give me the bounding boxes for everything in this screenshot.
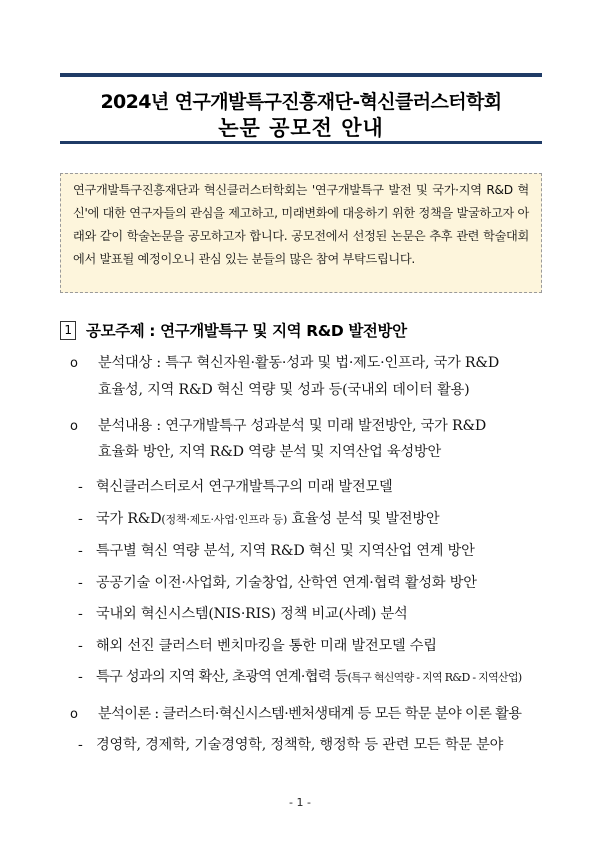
- document-title-line-2: 논문 공모전 안내: [218, 116, 384, 140]
- dash-bullet: -: [78, 543, 83, 559]
- analysis-target-text-1: 분석대상 : 특구 혁신자원·활동·성과 및 법·제도·인프라, 국가 R&D: [98, 355, 500, 371]
- sub-item: [70, 508, 550, 528]
- theory-sub-text: 경영학, 경제학, 기술경영학, 정책학, 행정학 등 관련 모든 학문 분야: [96, 737, 504, 753]
- sub-item-text: 국내외 혁신시스템(NIS·RIS) 정책 비교(사례) 분석: [96, 606, 408, 622]
- document-title-line-1: 2024년 연구개발특구진흥재단-혁신클러스터학회: [100, 91, 502, 113]
- analysis-theory-line: [70, 703, 550, 723]
- sub-item-text: 해외 선진 클러스터 벤치마킹을 통한 미래 발전모델 수립: [96, 638, 437, 654]
- title-top-rule: [60, 73, 542, 77]
- analysis-theory-text: 분석이론 : 클러스터·혁신시스템·벤처생태계 등 모든 학문 분야 이론 활용: [98, 706, 522, 722]
- sub-item: [70, 666, 550, 686]
- intro-text: 연구개발특구진흥재단과 혁신클러스터학회는 '연구개발특구 발전 및 국가·지역 R&D 혁신'에 대한 연구자들의 관심을 제고하고, 미래변화에 대응하기 위한 정책을 발굴하고자 아래와 같이 학술논문을 공모하고자 합니다. 공모전에서 선정된 논문은 추후 관련 학술대회에서 발표될 예정이오니 관심 있는 분들의 많은 참여 부탁드립니다.: [73, 183, 529, 266]
- section-number-box: 1: [60, 321, 76, 340]
- sub-item-text: 공공기술 이전·사업화, 기술창업, 산학연 연계·협력 활성화 방안: [96, 575, 477, 591]
- sub-item: [70, 476, 550, 496]
- sub-item: [70, 603, 550, 623]
- title-bottom-rule: [60, 141, 542, 144]
- section-1-heading: [60, 319, 550, 341]
- analysis-content-line-2: [70, 441, 578, 461]
- sub-item: [70, 540, 550, 560]
- dash-bullet: -: [78, 737, 83, 753]
- dash-bullet: -: [78, 606, 83, 622]
- sub-item-text: 특구 성과의 지역 확산, 초광역 연계·협력 등: [96, 669, 348, 685]
- dash-bullet: -: [78, 511, 83, 527]
- theory-sub-item: [70, 734, 550, 754]
- analysis-content-text-1: 분석내용 : 연구개발특구 성과분석 및 미래 발전방안, 국가 R&D: [98, 418, 487, 434]
- dash-bullet: -: [78, 479, 83, 495]
- analysis-target-line-2: [70, 379, 578, 399]
- sub-item-text: 국가 R&D: [96, 511, 162, 527]
- circle-bullet-icon: o: [70, 707, 78, 722]
- circle-bullet-icon: o: [70, 419, 78, 434]
- sub-item: [70, 572, 550, 592]
- analysis-target-text-2: 효율성, 지역 R&D 혁신 역량 및 성과 등(국내외 데이터 활용): [98, 382, 470, 398]
- page-number: - 1 -: [289, 796, 311, 809]
- sub-item-tail-text: 효율성 분석 및 발전방안: [287, 511, 440, 527]
- circle-bullet-icon: o: [70, 356, 78, 371]
- analysis-content-line-1: [70, 415, 550, 435]
- sub-item: [70, 635, 550, 655]
- dash-bullet: -: [78, 669, 83, 685]
- analysis-target-line-1: [70, 352, 550, 372]
- sub-item-text: 특구별 혁신 역량 분석, 지역 R&D 혁신 및 지역산업 연계 방안: [96, 543, 475, 559]
- analysis-content-text-2: 효율화 방안, 지역 R&D 역량 분석 및 지역산업 육성방안: [98, 444, 441, 460]
- section-heading-text: 공모주제 : 연구개발특구 및 지역 R&D 발전방안: [86, 322, 407, 340]
- sub-item-small-text: (특구 혁신역량 - 지역 R&D - 지역산업): [347, 671, 522, 684]
- dash-bullet: -: [78, 575, 83, 591]
- dash-bullet: -: [78, 638, 83, 654]
- intro-box: [60, 173, 542, 293]
- sub-item-text: 혁신클러스터로서 연구개발특구의 미래 발전모델: [96, 479, 393, 495]
- sub-item-small-text: (정책·제도·사업·인프라 등): [161, 513, 288, 526]
